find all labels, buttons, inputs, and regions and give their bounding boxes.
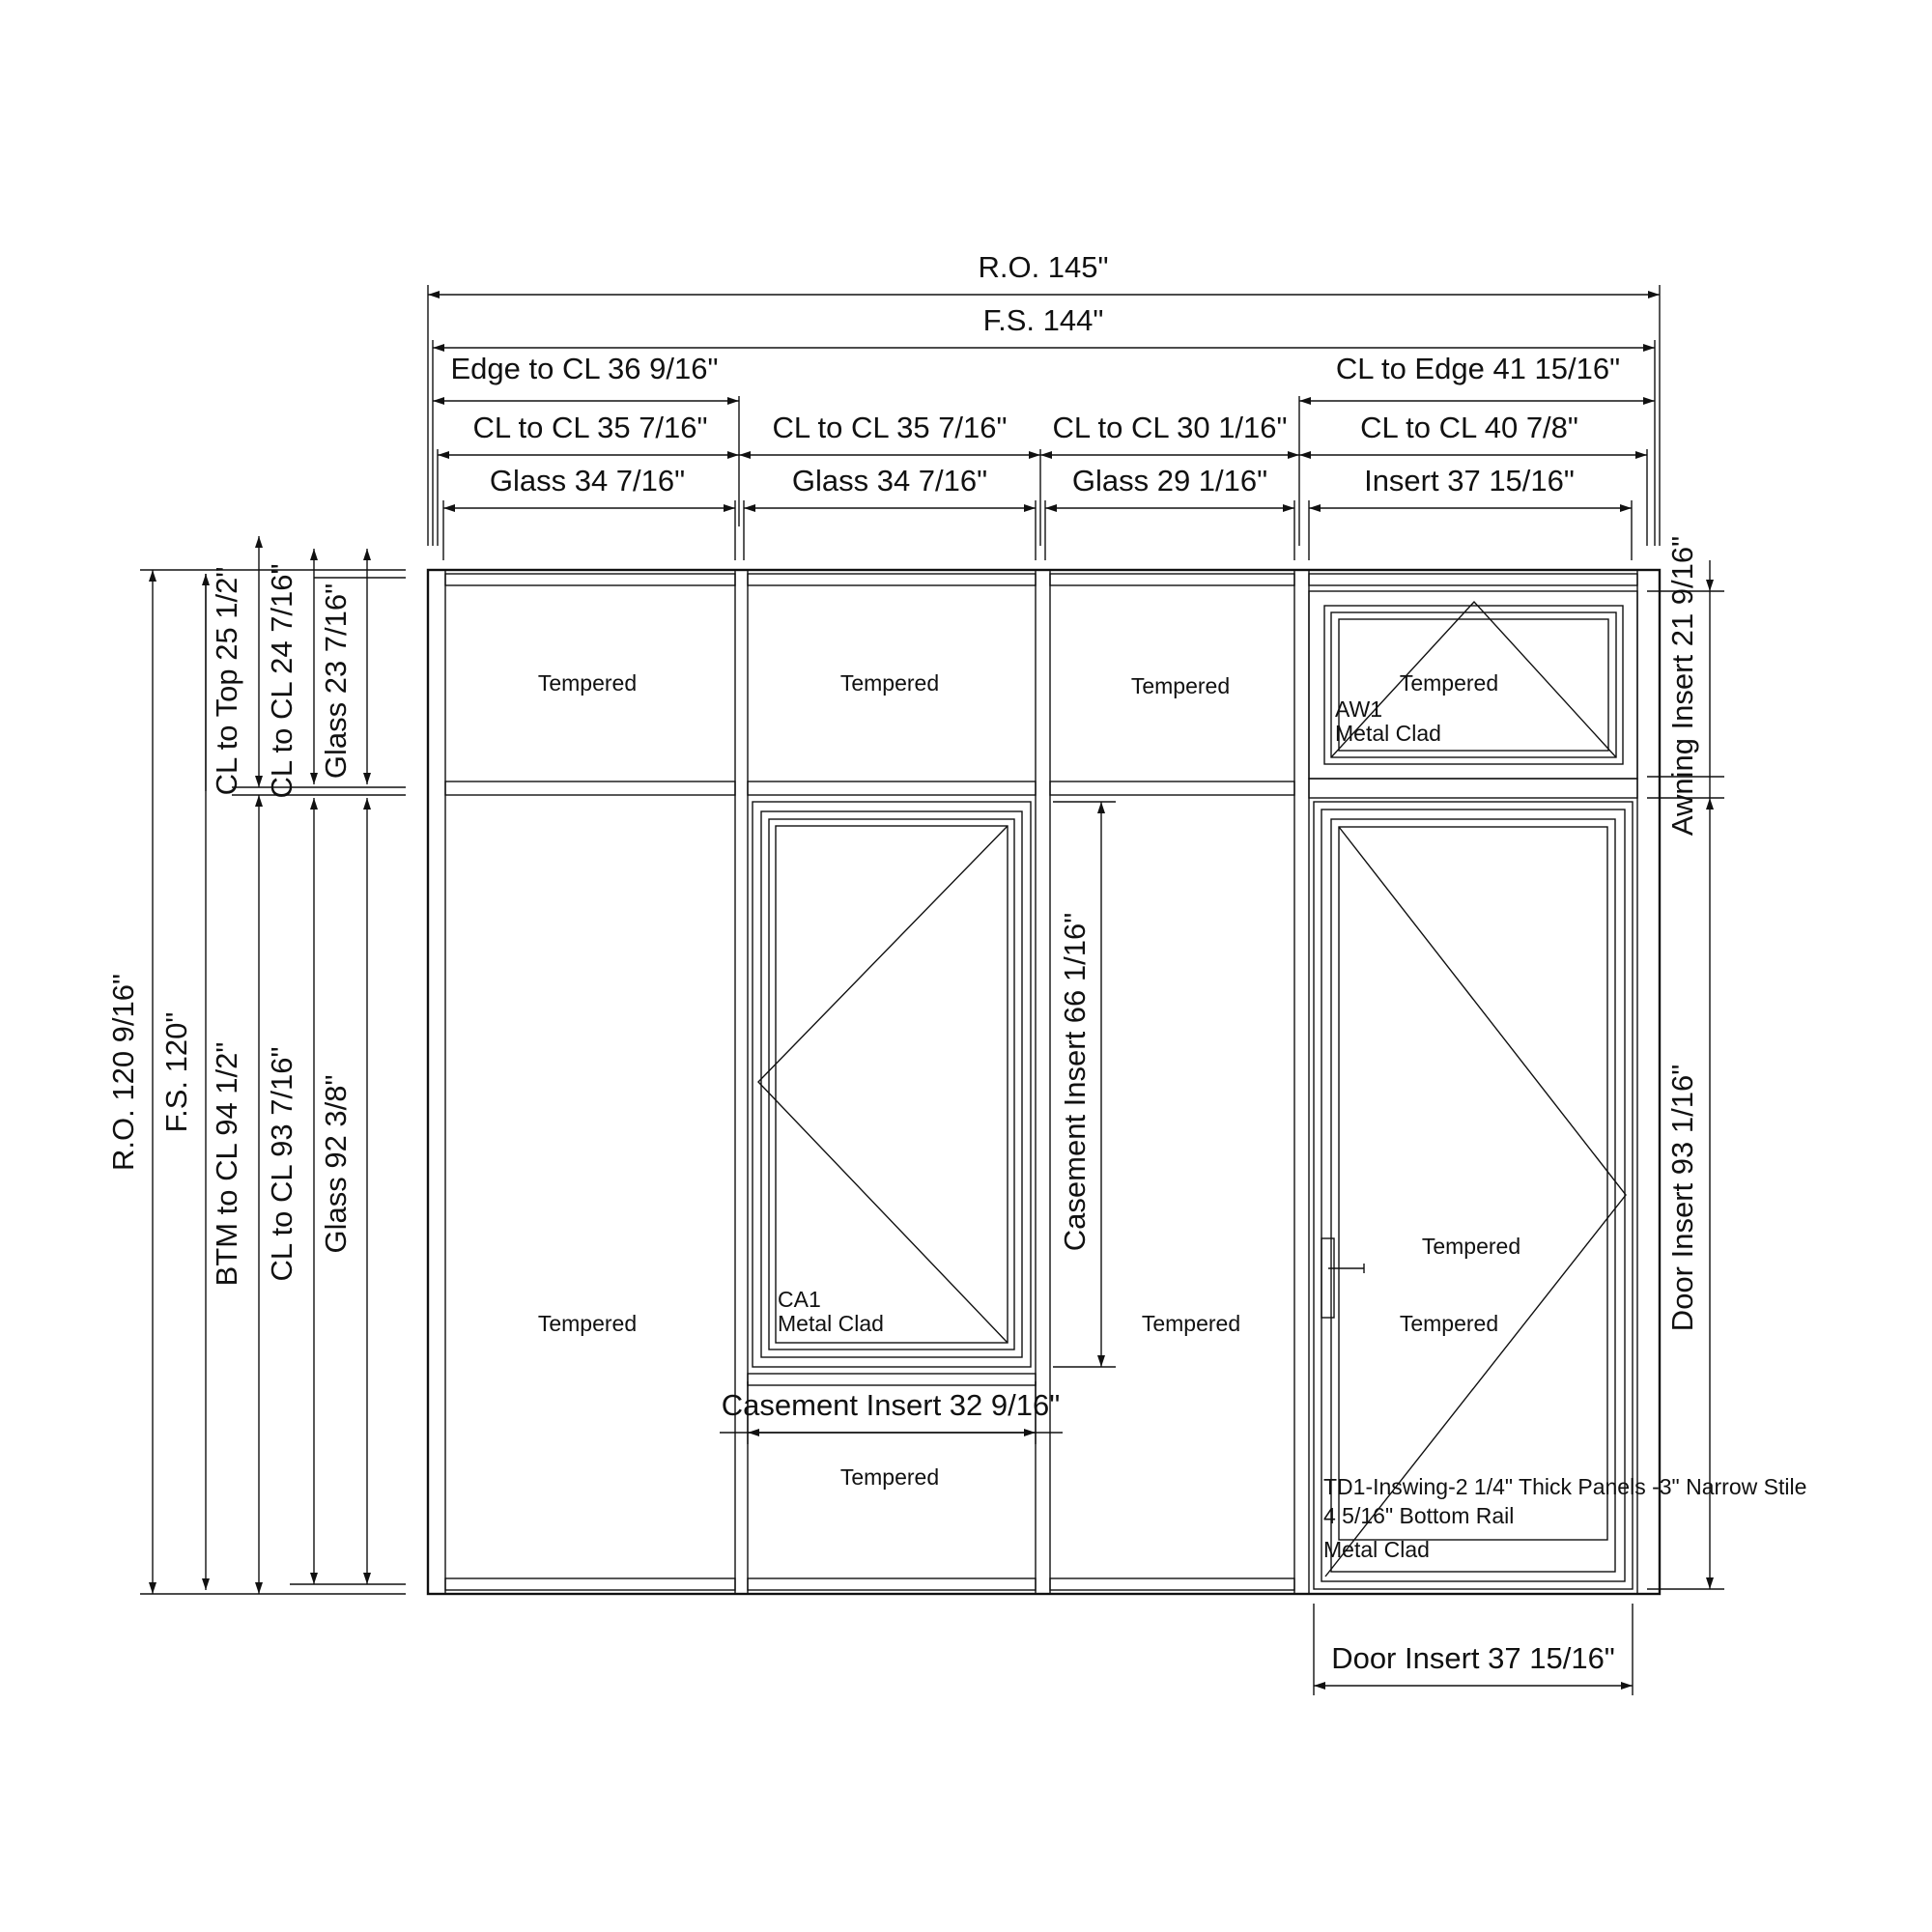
glass-3-label: Glass 29 1/16" bbox=[1071, 464, 1268, 497]
glass-bottom-label: Glass 92 3/8" bbox=[319, 1074, 353, 1254]
insert-4-label: Insert 37 15/16" bbox=[1364, 464, 1575, 497]
sill-rail-2 bbox=[748, 1578, 1036, 1590]
cl-to-edge-label: CL to Edge 41 15/16" bbox=[1335, 352, 1621, 385]
door-glass-upper-label: Tempered bbox=[1421, 1234, 1521, 1259]
door-glass-lower-label: Tempered bbox=[1399, 1311, 1499, 1336]
awning-finish: Metal Clad bbox=[1335, 721, 1441, 746]
casement-width-dimension bbox=[720, 1381, 1063, 1444]
door-frame bbox=[1314, 802, 1633, 1589]
door-panel bbox=[1321, 810, 1625, 1581]
left-dimensions bbox=[106, 536, 406, 1594]
cl-to-cl-3-label: CL to CL 30 1/16" bbox=[1052, 411, 1288, 444]
cl-to-cl-1-label: CL to CL 35 7/16" bbox=[472, 411, 708, 444]
door-glass bbox=[1339, 827, 1607, 1540]
mullion-1 bbox=[735, 570, 748, 1594]
casement-glass bbox=[776, 826, 1008, 1343]
mullion-3 bbox=[1294, 570, 1309, 1594]
door-spec-line-1: TD1-Inswing-2 1/4" Thick Panels -3" Narrow Stile bbox=[1323, 1474, 1807, 1499]
mullion-2 bbox=[1036, 570, 1050, 1594]
head-rail-3 bbox=[1050, 574, 1294, 585]
panel-bottom-1-label: Tempered bbox=[537, 1311, 638, 1336]
cl-to-cl-4-label: CL to CL 40 7/8" bbox=[1360, 411, 1578, 444]
sill-rail-3 bbox=[1050, 1578, 1294, 1590]
panel-bottom-2-label: Tempered bbox=[839, 1464, 940, 1490]
glass-top-label: Glass 23 7/16" bbox=[319, 582, 353, 780]
panel-top-1-label: Tempered bbox=[537, 670, 638, 696]
casement-sash bbox=[761, 811, 1022, 1357]
transom-bar-4 bbox=[1309, 779, 1637, 798]
top-dimensions bbox=[428, 250, 1660, 560]
head-rail-4 bbox=[1309, 574, 1637, 585]
window-frame bbox=[428, 570, 1660, 1594]
panel-top-3-label: Tempered bbox=[1130, 673, 1231, 698]
cl-to-cl-top-label: CL to CL 24 7/16" bbox=[265, 563, 298, 799]
transom-bar-3 bbox=[1050, 781, 1294, 795]
casement-swing-indicator bbox=[758, 826, 1008, 1343]
door-finish: Metal Clad bbox=[1323, 1537, 1430, 1562]
door-panel-inner bbox=[1331, 819, 1615, 1572]
casement-width-label: Casement Insert 32 9/16" bbox=[721, 1388, 1061, 1422]
btm-to-cl-label: BTM to CL 94 1/2" bbox=[210, 1041, 243, 1287]
transom-bar-2 bbox=[748, 781, 1036, 795]
door-width-dimension bbox=[1314, 1604, 1633, 1695]
door-handle-plate bbox=[1321, 1238, 1334, 1318]
casement-height-label: Casement Insert 66 1/16" bbox=[1058, 912, 1092, 1252]
transom-bar-1 bbox=[445, 781, 735, 795]
panel-bottom-3-label: Tempered bbox=[1141, 1311, 1241, 1336]
awning-height-label: Awning Insert 21 9/16" bbox=[1665, 535, 1699, 837]
casement-unit bbox=[753, 802, 1031, 1367]
left-jamb bbox=[428, 570, 445, 1594]
sill-rail-1 bbox=[445, 1578, 735, 1590]
casement-height-dimension bbox=[1053, 802, 1116, 1367]
edge-to-cl-label: Edge to CL 36 9/16" bbox=[450, 352, 719, 385]
head-rail-1 bbox=[445, 574, 735, 585]
casement-sash-inner bbox=[769, 819, 1014, 1350]
panel-top-4-label: Tempered bbox=[1399, 670, 1499, 696]
door-unit bbox=[1314, 802, 1806, 1589]
casement-sill-bar bbox=[748, 1374, 1036, 1385]
awning-tag: AW1 bbox=[1335, 696, 1382, 722]
fs-width-label: F.S. 144" bbox=[982, 303, 1104, 337]
casement-tag: CA1 bbox=[778, 1287, 821, 1312]
cl-to-top-label: CL to Top 25 1/2" bbox=[210, 566, 243, 796]
ro-height-label: R.O. 120 9/16" bbox=[106, 973, 140, 1172]
outer-frame bbox=[428, 570, 1660, 1594]
casement-finish: Metal Clad bbox=[778, 1311, 884, 1336]
casement-outer bbox=[753, 802, 1031, 1367]
fs-height-label: F.S. 120" bbox=[159, 1011, 193, 1133]
cl-to-cl-2-label: CL to CL 35 7/16" bbox=[772, 411, 1008, 444]
door-width-label: Door Insert 37 15/16" bbox=[1331, 1641, 1615, 1675]
head-rail-2 bbox=[748, 574, 1036, 585]
glass-1-label: Glass 34 7/16" bbox=[489, 464, 686, 497]
door-swing-indicator bbox=[1325, 827, 1626, 1577]
door-spec-line-2: 4 5/16" Bottom Rail bbox=[1323, 1503, 1515, 1528]
door-height-label: Door Insert 93 1/16" bbox=[1665, 1064, 1699, 1332]
ro-width-label: R.O. 145" bbox=[978, 250, 1109, 284]
cl-to-cl-bottom-label: CL to CL 93 7/16" bbox=[265, 1046, 298, 1282]
panel-top-2-label: Tempered bbox=[839, 670, 940, 696]
glass-2-label: Glass 34 7/16" bbox=[791, 464, 988, 497]
right-jamb bbox=[1637, 570, 1660, 1594]
